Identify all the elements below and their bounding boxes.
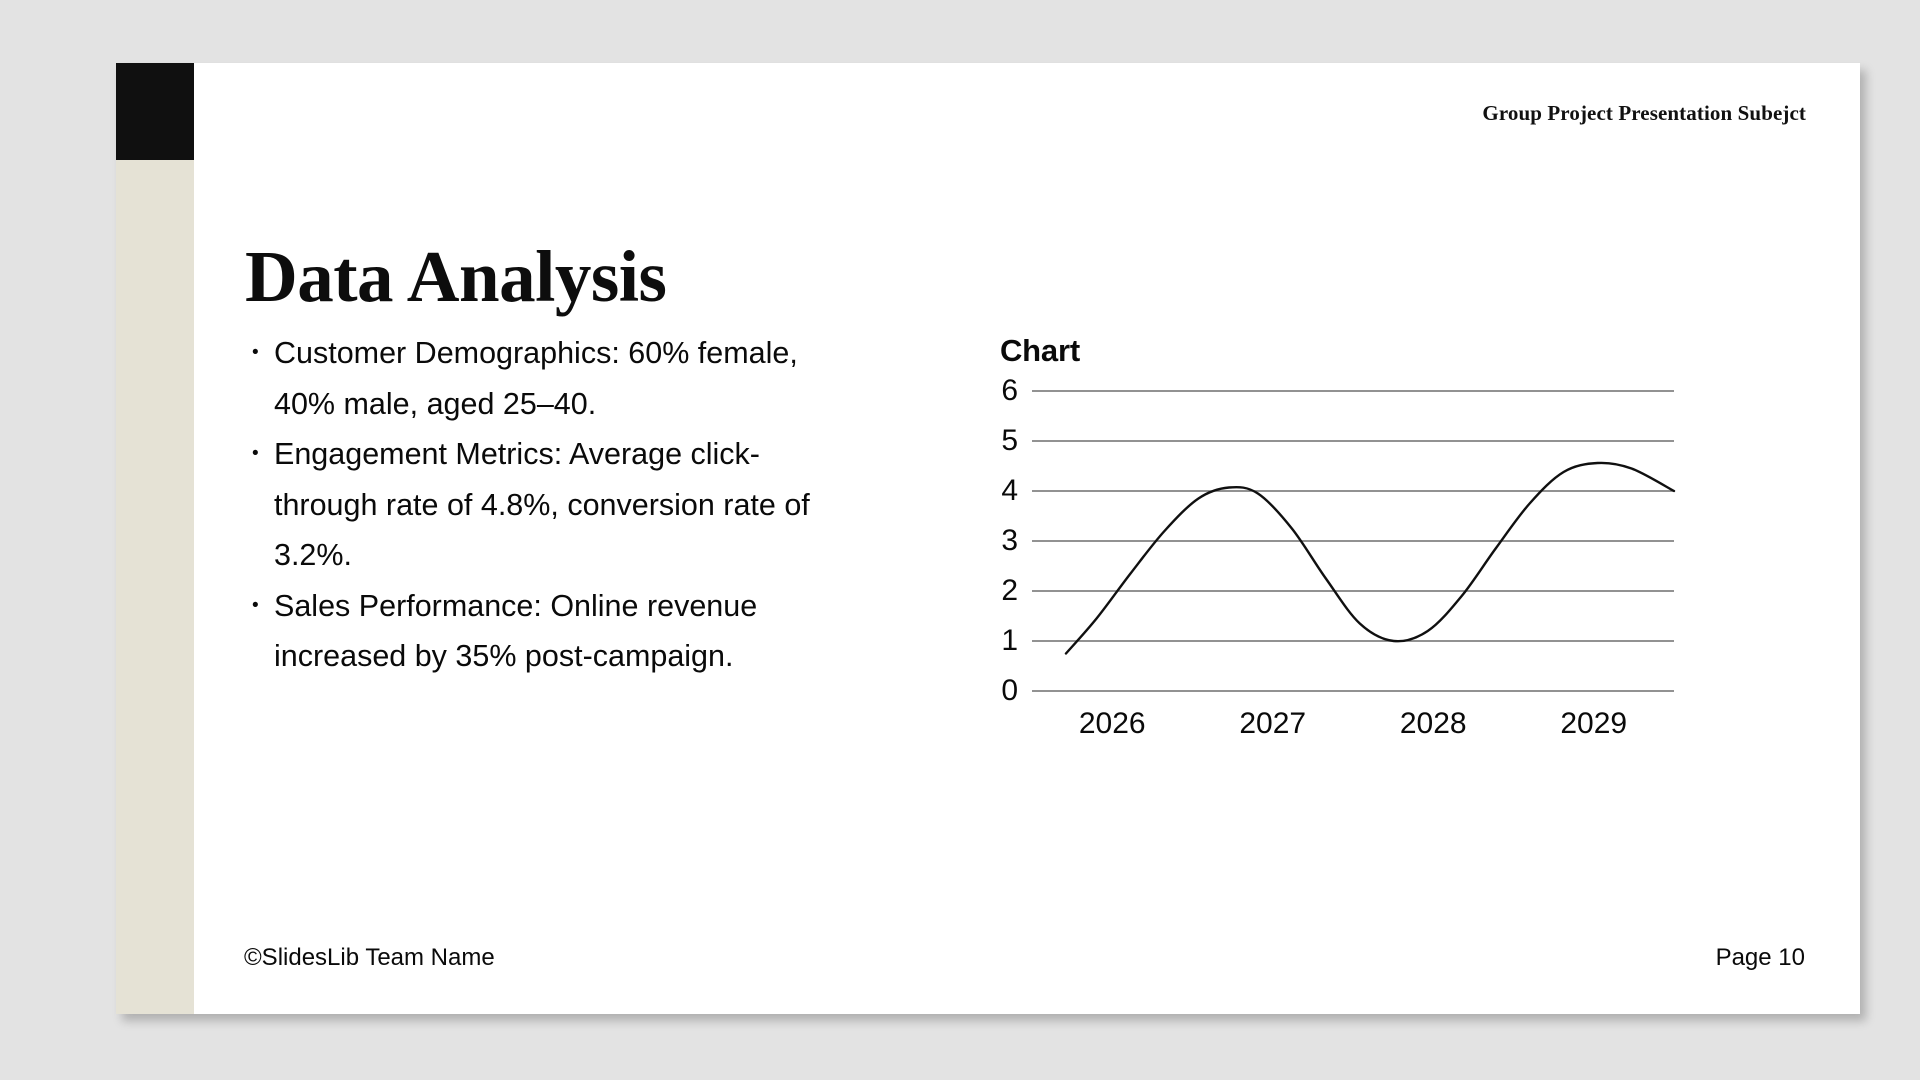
list-item-text: Sales Performance: Online revenue increased by 35% post-campaign. [274, 588, 758, 673]
bullet-dot-icon: • [252, 443, 259, 464]
y-axis-tick-label: 6 [1001, 374, 1018, 407]
accent-block-black [116, 63, 194, 160]
footer-page-number: Page 10 [1715, 944, 1805, 971]
page-title: Data Analysis [245, 235, 667, 317]
chart-title: Chart [1000, 333, 1080, 368]
y-axis-tick-label: 0 [1001, 674, 1018, 707]
bullet-dot-icon: • [252, 342, 259, 363]
list-item [244, 429, 834, 581]
line-chart [984, 383, 1704, 753]
list-item [244, 328, 834, 429]
list-item [244, 581, 834, 682]
accent-rail-beige [116, 63, 194, 1014]
y-axis-tick-label: 3 [1001, 524, 1018, 557]
chart-svg [984, 383, 1704, 753]
footer-copyright: ©SlidesLib Team Name [244, 944, 495, 971]
y-axis-tick-label: 2 [1001, 574, 1018, 607]
bullet-list [244, 328, 834, 682]
y-axis-tick-label: 5 [1001, 424, 1018, 457]
y-axis-tick-label: 1 [1001, 624, 1018, 657]
chart-panel [984, 333, 1704, 753]
bullet-dot-icon: • [252, 594, 259, 616]
list-item-text: Engagement Metrics: Average click-through rate of 4.8%, conversion rate of 3.2%. [274, 437, 810, 572]
list-item-text: Customer Demographics: 60% female, 40% male, aged 25–40. [274, 336, 798, 421]
x-axis-tick-label: 2028 [1399, 707, 1467, 740]
slide-canvas [116, 63, 1860, 1014]
header-subject: Group Project Presentation Subejct [1482, 101, 1806, 125]
x-axis-tick-label: 2026 [1078, 707, 1146, 740]
x-axis-tick-label: 2027 [1239, 707, 1307, 740]
x-axis-tick-label: 2029 [1560, 707, 1628, 740]
y-axis-tick-label: 4 [1001, 474, 1018, 507]
